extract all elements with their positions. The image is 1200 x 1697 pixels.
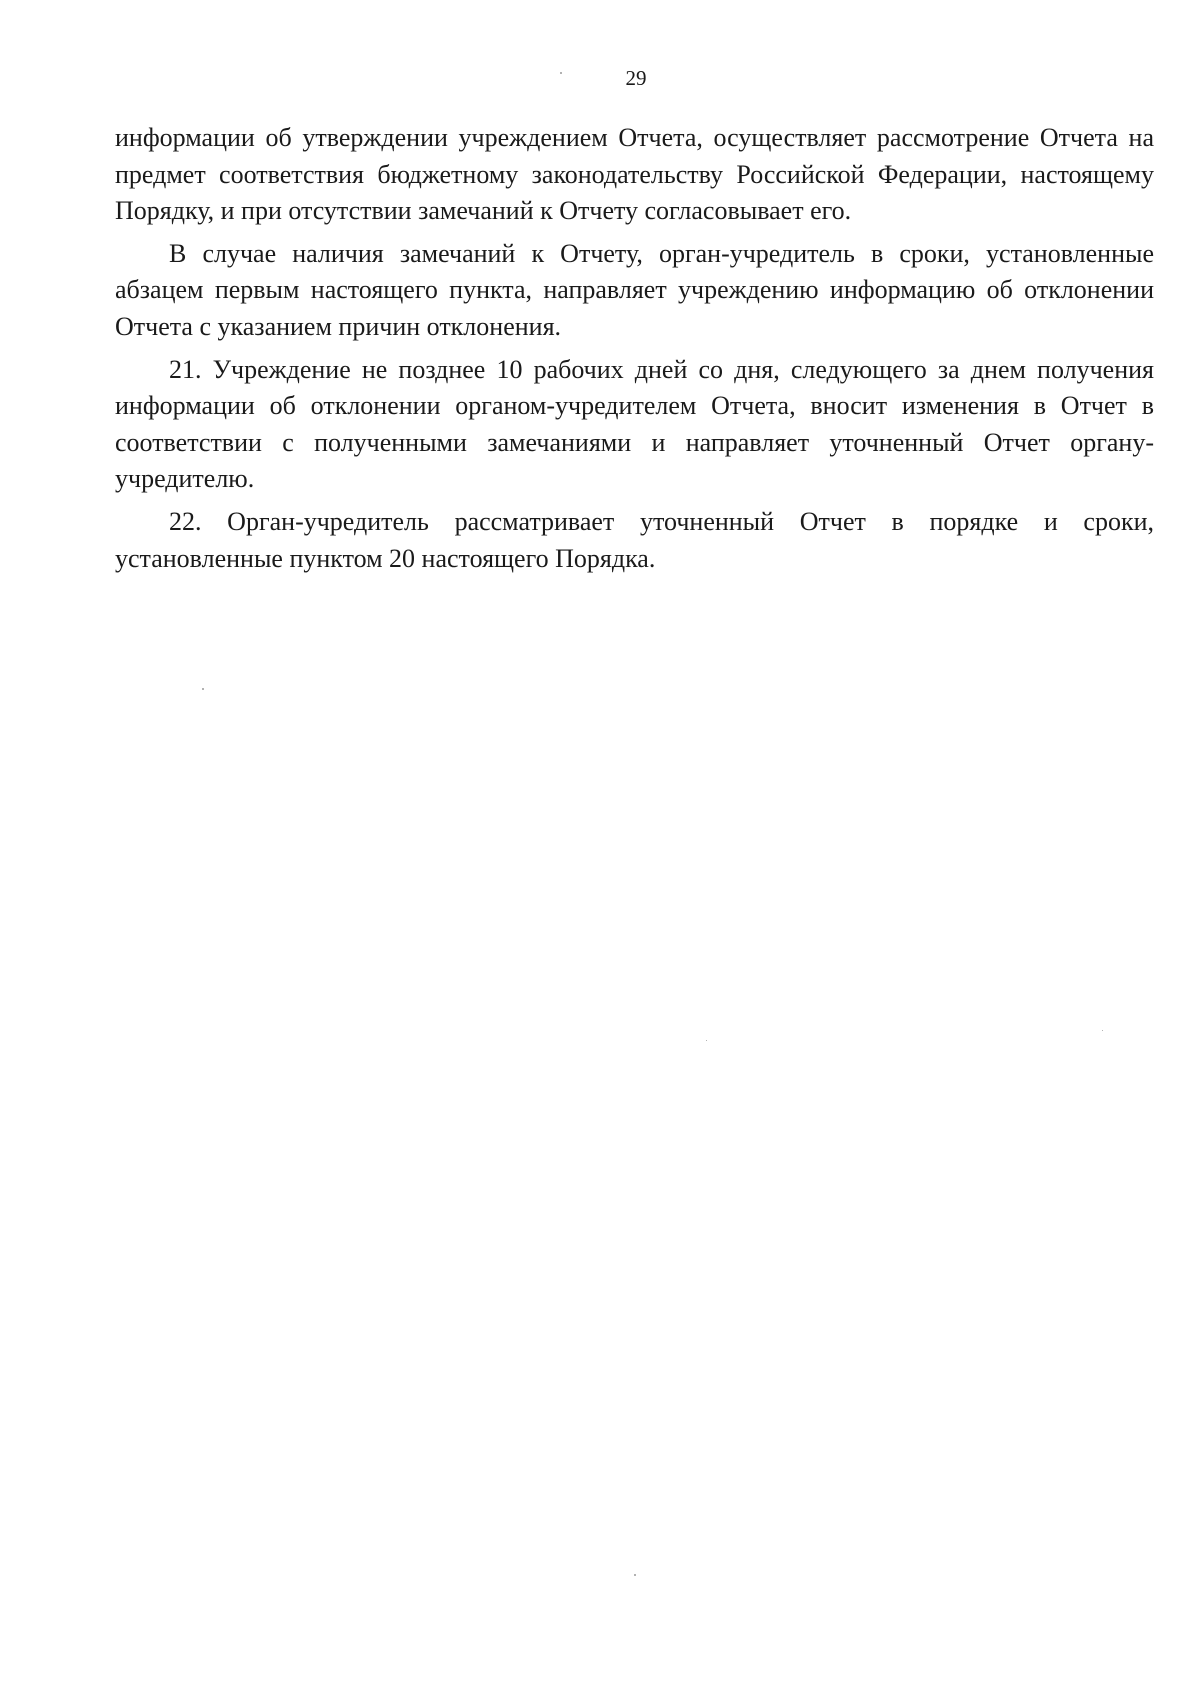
scan-speck xyxy=(560,72,562,74)
document-body xyxy=(115,120,1154,583)
paragraph-item-21: 21. Учреждение не позднее 10 рабочих дней со дня, следующего за днем получения информации об отклонении органом-учредителем Отчета, вносит изменения в Отчет в соответствии с полученными замечаниями и направляет уточненный Отчет органу-учредителю. xyxy=(115,354,1154,494)
scan-speck xyxy=(202,688,204,690)
page-number: 29 xyxy=(625,66,647,90)
paragraph-item-22: 22. Орган-учредитель рассматривает уточненный Отчет в порядке и сроки, установленные пунктом 20 настоящего Порядка. xyxy=(115,506,1154,573)
paragraph-remarks: В случае наличия замечаний к Отчету, орган-учредитель в сроки, установленные абзацем первым настоящего пункта, направляет учреждению информацию об отклонении Отчета с указанием причин отклонения. xyxy=(115,238,1154,341)
scan-speck xyxy=(706,1040,707,1041)
scan-speck xyxy=(634,1574,636,1576)
paragraph-continuation: информации об утверждении учреждением Отчета, осуществляет рассмотрение Отчета на предмет соответствия бюджетному законодательству Российской Федерации, настоящему Порядку, и при отсутствии замечаний к Отчету согласовывает его. xyxy=(115,123,1154,226)
scan-speck xyxy=(1102,1030,1103,1031)
